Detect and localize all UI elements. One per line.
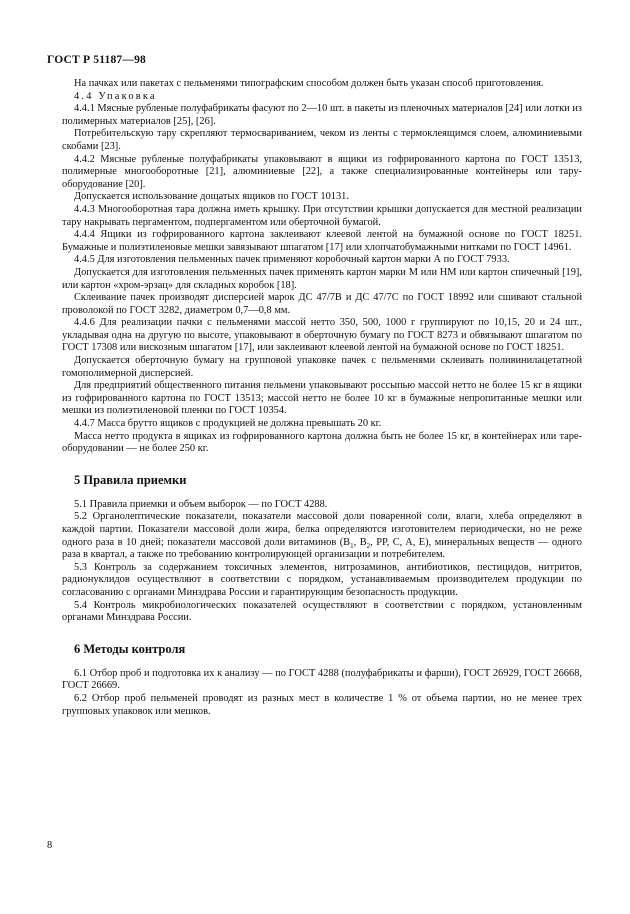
document-code-header: ГОСТ Р 51187—98 (47, 54, 146, 66)
paragraph: 4.4.6 Для реализации пачки с пельменями массой нетто 350, 500, 1000 г группируют по 10,15, 20 и 24 шт., укладывая одна на другую по высоте, упаковывают в оберточную бумагу по ГОСТ 8273 и обвязывают шпагатом по ГОСТ 17308 или вискозным шпагатом [17], или заклеивают клеевой лентой на бумажной основе по ГОСТ 18251. (62, 317, 582, 354)
paragraph: 4.4.3 Многооборотная тара должна иметь крышку. При отсутствии крышки допускается для местной реализации тару накрывать пергаментом, подпергаментом или оберточной бумагой. (62, 203, 582, 228)
paragraph: 4.4.5 Для изготовления пельменных пачек применяют коробочный картон марки А по ГОСТ 7933. (74, 254, 510, 266)
paragraph: Масса нетто продукта в ящиках из гофрированного картона должна быть не более 15 кг, в контейнерах или таре-оборудовании — не более 250 кг. (62, 430, 582, 455)
document-body (62, 78, 582, 718)
subscript: 2 (366, 541, 371, 550)
paragraph: Потребительскую тару скрепляют термосвариванием, чеком из ленты с термоклеящимся слоем, алюминиевыми скобами [23]. (62, 128, 582, 152)
text-fragment: , B (353, 536, 367, 548)
paragraph: Для предприятий общественного питания пельмени упаковывают россыпью массой нетто не более 15 кг в ящики из гофрированного картона по ГОСТ 13513; массой нетто не более 10 кг в бумажные непропитанные мешки или мешки из полиэтиленовой пленки по ГОСТ 10354. (62, 380, 582, 417)
subscript: 1 (350, 541, 354, 550)
paragraph: 6.1 Отбор проб и подготовка их к анализу — по ГОСТ 4288 (полуфабрикаты и фарши), ГОСТ 26929, ГОСТ 26668, ГОСТ 26669. (62, 667, 582, 692)
paragraph: 5.3 Контроль за содержанием токсичных элементов, нитрозаминов, антибиотиков, пестицидов, нитритов, радионуклидов осуществляют в соответствии с порядком, устанавливаемым производителем продукции по согласованию с органами Минздрава России и гарантирующим безопасность продукции. (62, 561, 582, 598)
paragraph: Склеивание пачек производят дисперсией марок ДС 47/7В и ДС 47/7С по ГОСТ 18992 или сшивают стальной проволокой по ГОСТ 3282, диаметром 0,7—0,8 мм. (62, 292, 582, 316)
text-fragment: 5.2 Органолептические показатели, показатели массовой доли поваренной соли, влаги, хлеба определяют в каждой партии. Показатели массовой доли жира, белка определяются изготовителем периодически, но не реже одного раза в 10 дней; показатели массовой доли витаминов (B (62, 511, 582, 548)
paragraph: 6.2 Отбор проб пельменей проводят из разных мест в количестве 1 % от объема партии, но не менее трех групповых упаковок или мешков. (62, 692, 582, 717)
paragraph: Допускается для изготовления пельменных пачек применять картон марки М или НМ или картон спичечный [19], или картон «хром-эрзац» для складных коробок [18]. (62, 266, 582, 291)
paragraph: 4.4.4 Ящики из гофрированного картона заклеивают клеевой лентой на бумажной основе по ГОСТ 18251. Бумажные и полиэтиленовые мешки завязывают шпагатом [17] или хлопчатобумажными нитками по ГОСТ 14961. (62, 229, 582, 253)
paragraph: Допускается оберточную бумагу на групповой упаковке пачек с пельменями склеивать поливинилацетатной гомополимерной дисперсией. (62, 355, 582, 379)
subsection-title-packaging: 4.4 Упаковка (74, 90, 157, 102)
paragraph: Допускается использование дощатых ящиков по ГОСТ 10131. (74, 191, 349, 203)
text-fragment: , PP, C, A, E), минеральных веществ — одного раза в квартал, а также по требованию контролирующей организации и потребителем. (62, 536, 582, 561)
paragraph: 5.4 Контроль микробиологических показателей осуществляют в соответствии с порядком, установленным органами Минздрава России. (62, 599, 582, 624)
paragraph: 4.4.1 Мясные рубленые полуфабрикаты фасуют по 2—10 шт. в пакеты из пленочных материалов [24] или лотки из полимерных материалов [25], [26]. (62, 103, 582, 127)
paragraph: 5.1 Правила приемки и объем выборок — по ГОСТ 4288. (74, 498, 328, 510)
paragraph: 4.4.2 Мясные рубленые полуфабрикаты упаковывают в ящики из гофрированного картона по ГОСТ 13513, полимерные многооборотные [21], алюминиевые [22], а также специализированные контейнеры или тару-оборудование [20]. (62, 153, 582, 190)
page-number: 8 (47, 840, 53, 851)
paragraph: 4.4.7 Масса брутто ящиков с продукцией не должна превышать 20 кг. (74, 418, 382, 430)
section-heading-acceptance: 5 Правила приемки (74, 472, 187, 487)
paragraph-vitamins (62, 511, 582, 561)
section-heading-control-methods: 6 Методы контроля (74, 641, 186, 656)
paragraph: На пачках или пакетах с пельменями типографским способом должен быть указан способ приготовления. (74, 78, 544, 89)
